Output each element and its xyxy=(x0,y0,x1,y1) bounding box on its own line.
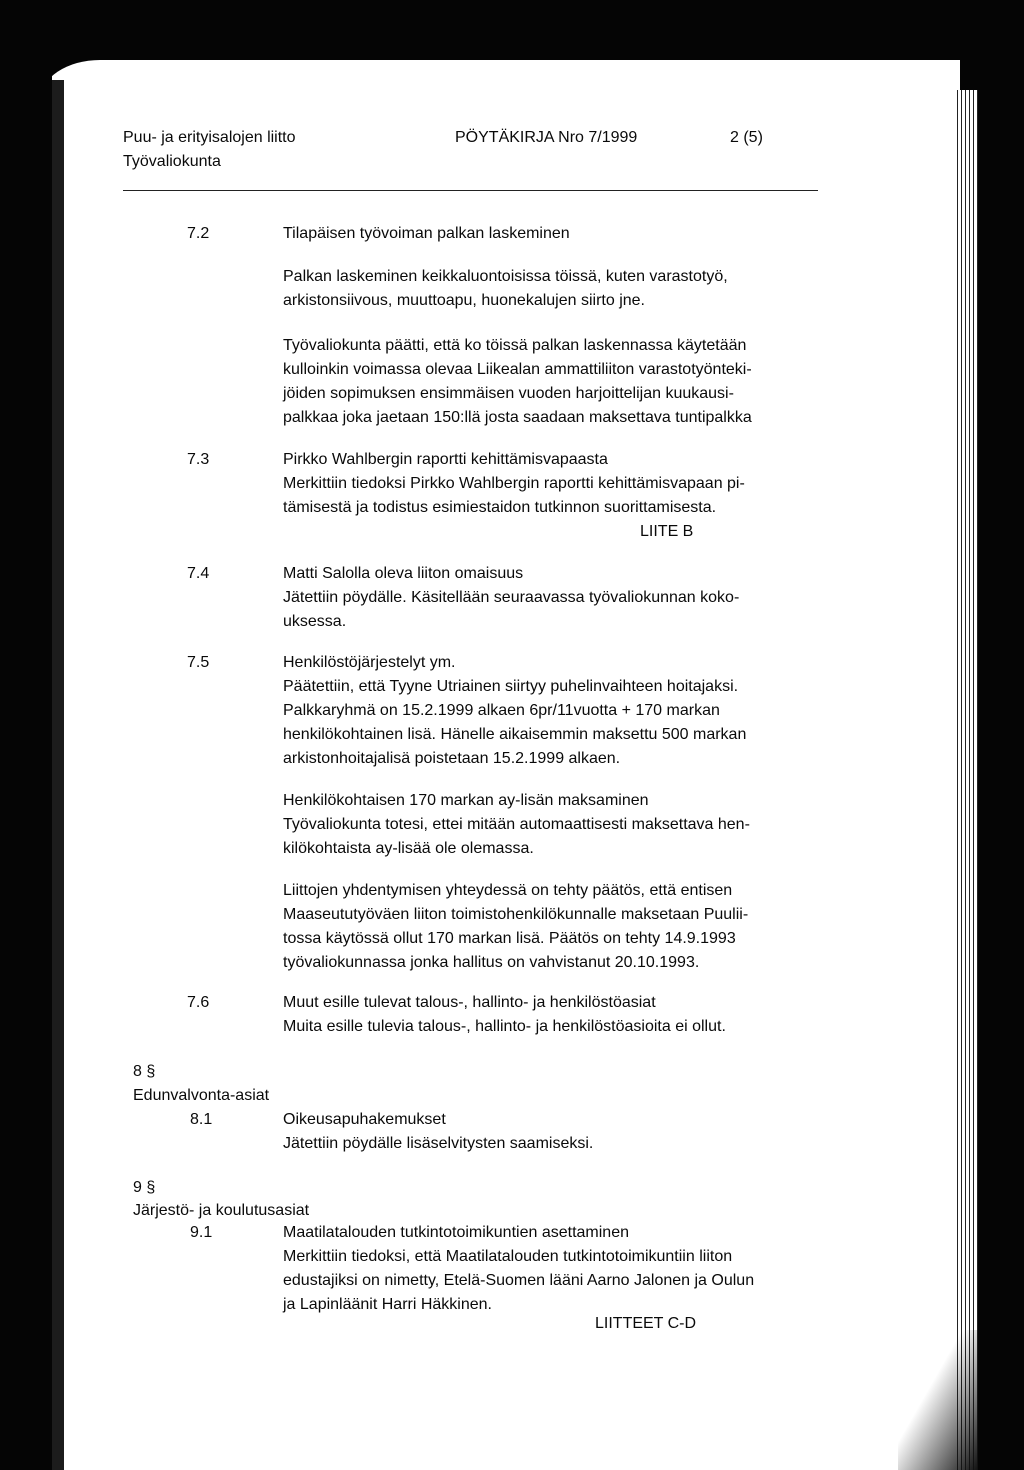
section-sign: 8 § xyxy=(133,1063,156,1080)
header-divider xyxy=(123,190,818,191)
item-number: 7.2 xyxy=(187,225,210,242)
attachment-label: LIITE B xyxy=(640,523,694,540)
item-paragraph: Liittojen yhdentymisen yhteydessä on tehty päätös, että entisen Maaseututyöväen liiton toimistohenkilökunnalle maksetaan Puulii- tossa käytössä ollut 170 markan lisä. Päätös on tehty 14.9.1993 työvaliokunnassa jonka hallitus on vahvistanut 20.10.1993. xyxy=(283,882,749,971)
section-heading: Edunvalvonta-asiat xyxy=(133,1087,270,1104)
section-sign: 9 § xyxy=(133,1179,156,1196)
item-number: 7.4 xyxy=(187,565,210,582)
item-title: Tilapäisen työvoiman palkan laskeminen xyxy=(283,225,570,242)
page-stack-shadow xyxy=(898,1330,978,1470)
header-committee: Työvaliokunta xyxy=(123,153,221,170)
item-body: Oikeusapuhakemukset Jätettiin pöydälle lisäselvitysten saamiseksi. xyxy=(283,1108,593,1156)
item-title: Muut esille tulevat talous-, hallinto- ja henkilöstöasiat xyxy=(283,994,656,1011)
item-body: Muut esille tulevat talous-, hallinto- ja henkilöstöasiat Muita esille tulevia talous-, hallinto- ja henkilöstöasioita ei ollut. xyxy=(283,991,726,1039)
item-body: Maatilatalouden tutkintotoimikuntien asettaminen Merkittiin tiedoksi, että Maatilatalouden tutkintotoimikuntiin liiton edustajiksi on nimetty, Etelä-Suomen lääni Aarno Jalonen ja Oulun ja Lapinläänit Harri Häkkinen. xyxy=(283,1221,754,1317)
page-number: 2 (5) xyxy=(730,129,763,146)
item-number: 9.1 xyxy=(190,1224,213,1241)
item-paragraph: Henkilökohtaisen 170 markan ay-lisän maksaminen Työvaliokunta totesi, ettei mitään automaattisesti maksettava hen- kilökohtaista ay-lisää ole olemassa. xyxy=(283,792,750,857)
item-title: Pirkko Wahlbergin raportti kehittämisvapaasta xyxy=(283,451,608,468)
page-corner xyxy=(40,60,960,120)
header-org: Puu- ja erityisalojen liitto xyxy=(123,129,296,146)
item-body: Henkilöstöjärjestelyt ym. Päätettiin, että Tyyne Utriainen siirtyy puhelinvaihteen hoitajaksi. Palkkaryhmä on 15.2.1999 alkaen 6pr/11vuotta + 170 markan henkilökohtainen lisä. Hänelle aikaisemmin maksettu 500 markan arkistonhoitajalisä poistetaan 15.2.1999 alkaen. xyxy=(283,651,746,771)
page-stack-edges xyxy=(954,90,978,1470)
scan-border-right xyxy=(978,0,1024,1470)
item-title: Henkilöstöjärjestelyt ym. xyxy=(283,654,456,671)
item-body: Pirkko Wahlbergin raportti kehittämisvapaasta Merkittiin tiedoksi Pirkko Wahlbergin raportti kehittämisvapaan pi- tämisestä ja todistus esimiestaidon tutkinnon suorittamisesta. xyxy=(283,448,745,520)
document-title: PÖYTÄKIRJA Nro 7/1999 xyxy=(455,129,638,146)
item-body: Matti Salolla oleva liiton omaisuus Jätettiin pöydälle. Käsitellään seuraavassa työvaliokunnan koko- uksessa. xyxy=(283,562,739,634)
section-heading: Järjestö- ja koulutusasiat xyxy=(133,1202,310,1219)
binding-shadow xyxy=(52,80,64,1470)
item-number: 7.3 xyxy=(187,451,210,468)
scan-border-left xyxy=(0,0,52,1470)
item-number: 7.5 xyxy=(187,654,210,671)
item-title: Maatilatalouden tutkintotoimikuntien asettaminen xyxy=(283,1224,629,1241)
item-paragraph: Palkan laskeminen keikkaluontoisissa töissä, kuten varastotyö, arkistonsiivous, muuttoapu, huonekalujen siirto jne. xyxy=(283,268,728,309)
item-paragraph: Työvaliokunta päätti, että ko töissä palkan laskennassa käytetään kulloinkin voimassa olevaa Liikealan ammattiliiton varastotyönteki- jöiden sopimuksen ensimmäisen vuoden harjoittelijan kuukausi- palkkaa joka jaetaan 150:llä josta saadaan maksettava tuntipalkka xyxy=(283,337,752,426)
attachment-label: LIITTEET C-D xyxy=(595,1315,697,1332)
item-title: Matti Salolla oleva liiton omaisuus xyxy=(283,565,524,582)
item-number: 8.1 xyxy=(190,1111,213,1128)
item-number: 7.6 xyxy=(187,994,210,1011)
item-title: Oikeusapuhakemukset xyxy=(283,1111,446,1128)
